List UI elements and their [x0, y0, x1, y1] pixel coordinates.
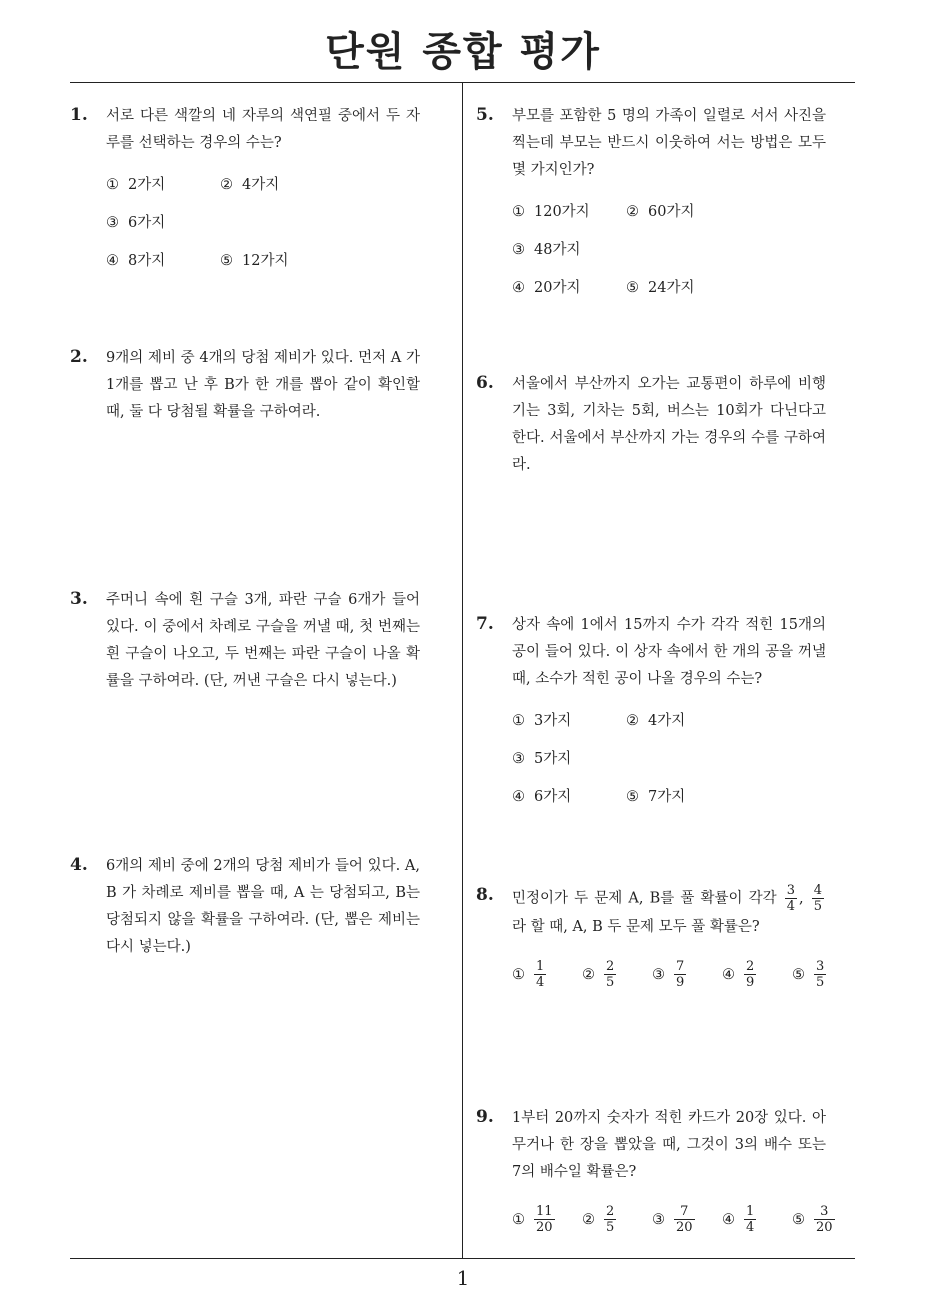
denominator: 5 — [813, 899, 822, 914]
fraction — [785, 883, 797, 914]
fraction — [814, 1204, 835, 1235]
question-6 — [476, 371, 826, 479]
fraction — [744, 959, 756, 990]
option-3[interactable] — [512, 238, 626, 276]
option-2[interactable] — [626, 200, 740, 238]
question-text: 1부터 20까지 숫자가 적힌 카드가 20장 있다. 아무거나 한 장을 뽑았을 때, 그것이 3의 배수 또는 7의 배수일 확률은? — [512, 1110, 826, 1180]
option-mark: ① — [512, 1211, 525, 1228]
question-1 — [70, 103, 420, 287]
question-number: 1. — [70, 105, 88, 125]
option-mark: ③ — [512, 751, 525, 767]
option-mark: ③ — [512, 242, 525, 258]
answer-options — [512, 959, 826, 990]
option-2[interactable] — [582, 959, 652, 990]
numerator: 3 — [816, 959, 825, 974]
question-text-part: 민정이가 두 문제 A, B를 풀 확률이 각각 — [512, 890, 777, 907]
option-mark: ① — [512, 204, 525, 220]
option-label: 48가지 — [534, 242, 581, 258]
question-number: 3. — [70, 589, 88, 609]
option-label: 60가지 — [648, 204, 695, 220]
numerator: 2 — [606, 959, 615, 974]
page-title: 단원 종합 평가 — [325, 29, 601, 75]
option-label: 6가지 — [128, 215, 166, 231]
option-mark: ② — [220, 177, 233, 193]
numerator: 4 — [813, 883, 822, 898]
denominator: 4 — [746, 1220, 755, 1235]
fraction — [534, 1204, 555, 1235]
denominator: 4 — [536, 975, 545, 990]
fraction — [604, 1204, 616, 1235]
numerator: 2 — [606, 1204, 615, 1219]
answer-options — [512, 200, 826, 314]
option-label: 2가지 — [128, 177, 166, 193]
option-label: 20가지 — [534, 280, 581, 296]
fraction — [814, 959, 826, 990]
numerator: 3 — [814, 1204, 835, 1220]
option-mark: ⑤ — [626, 280, 639, 296]
question-3 — [70, 587, 420, 695]
question-8 — [476, 883, 826, 990]
fraction — [674, 959, 686, 990]
option-4[interactable] — [106, 249, 220, 287]
question-number: 7. — [476, 614, 494, 634]
answer-options — [512, 709, 826, 823]
option-mark: ④ — [722, 1211, 735, 1228]
numerator: 1 — [536, 959, 545, 974]
fraction — [534, 959, 546, 990]
denominator: 20 — [676, 1220, 693, 1235]
option-mark: ③ — [106, 215, 119, 231]
denominator: 20 — [536, 1220, 553, 1235]
option-1[interactable] — [106, 173, 220, 211]
option-label: 120가지 — [534, 204, 590, 220]
page-number: 1 — [456, 1266, 470, 1290]
question-text: 부모를 포함한 5 명의 가족이 일렬로 서서 사진을 찍는데 부모는 반드시 이웃하여 서는 방법은 모두 몇 가지인가? — [512, 108, 826, 178]
option-mark: ② — [626, 713, 639, 729]
fraction — [812, 883, 824, 914]
option-label: 4가지 — [242, 177, 280, 193]
option-label: 3가지 — [534, 713, 572, 729]
option-5[interactable] — [220, 249, 334, 287]
option-mark: ④ — [512, 280, 525, 296]
denominator: 5 — [606, 1220, 615, 1235]
option-4[interactable] — [512, 785, 626, 823]
option-1[interactable] — [512, 200, 626, 238]
option-label: 12가지 — [242, 253, 289, 269]
option-2[interactable] — [220, 173, 334, 211]
answer-options — [512, 1204, 833, 1235]
question-text: 6개의 제비 중에 2개의 당첨 제비가 들어 있다. A, B 가 차례로 제비를 뽑을 때, A 는 당첨되고, B는 당첨되지 않을 확률을 구하여라. (단, 뽑은 제비는 다시 넣는다.) — [106, 858, 420, 955]
numerator: 7 — [676, 959, 685, 974]
denominator: 20 — [816, 1220, 833, 1235]
option-2[interactable] — [582, 1204, 652, 1235]
denominator: 9 — [676, 975, 685, 990]
numerator: 2 — [746, 959, 755, 974]
option-2[interactable] — [626, 709, 740, 747]
question-text: 서울에서 부산까지 오가는 교통편이 하루에 비행기는 3회, 기차는 5회, 버스는 10회가 다닌다고 한다. 서울에서 부산까지 가는 경우의 수를 구하여라. — [512, 376, 826, 473]
column-divider — [462, 82, 463, 1258]
option-mark: ① — [106, 177, 119, 193]
question-text-part: 라 할 때, A, B 두 문제 모두 풀 확률은? — [512, 919, 760, 935]
option-4[interactable] — [722, 1204, 792, 1235]
denominator: 4 — [786, 899, 795, 914]
option-4[interactable] — [722, 959, 792, 990]
option-5[interactable] — [792, 959, 862, 990]
option-mark: ⑤ — [792, 1211, 805, 1228]
option-label: 24가지 — [648, 280, 695, 296]
question-number: 2. — [70, 347, 88, 367]
option-3[interactable] — [652, 1204, 722, 1235]
option-5[interactable] — [626, 785, 740, 823]
option-label: 8가지 — [128, 253, 166, 269]
option-label: 6가지 — [534, 789, 572, 805]
option-label: 4가지 — [648, 713, 686, 729]
option-mark: ③ — [652, 1211, 665, 1228]
option-5[interactable] — [792, 1204, 862, 1235]
option-4[interactable] — [512, 276, 626, 314]
fraction — [604, 959, 616, 990]
option-mark: ⑤ — [626, 789, 639, 805]
question-5 — [476, 103, 826, 314]
option-3[interactable] — [106, 211, 220, 249]
question-number: 9. — [476, 1107, 494, 1127]
question-text — [512, 883, 826, 941]
numerator: 3 — [786, 883, 795, 898]
option-mark: ① — [512, 713, 525, 729]
answer-options — [106, 173, 420, 287]
option-mark: ④ — [512, 789, 525, 805]
question-number: 5. — [476, 105, 494, 125]
option-1[interactable] — [512, 1204, 582, 1235]
question-text: 9개의 제비 중 4개의 당첨 제비가 있다. 먼저 A 가 1개를 뽑고 난 후 B가 한 개를 뽑아 같이 확인할 때, 둘 다 당첨될 확률을 구하여라. — [106, 350, 420, 420]
option-mark: ⑤ — [220, 253, 233, 269]
question-text: 서로 다른 색깔의 네 자루의 색연필 중에서 두 자루를 선택하는 경우의 수는? — [106, 108, 420, 151]
denominator: 5 — [606, 975, 615, 990]
question-number: 4. — [70, 855, 88, 875]
option-1[interactable] — [512, 959, 582, 990]
option-mark: ② — [582, 1211, 595, 1228]
question-4 — [70, 853, 420, 961]
option-3[interactable] — [652, 959, 722, 990]
numerator: 11 — [536, 1204, 553, 1219]
option-label: 7가지 — [648, 789, 686, 805]
option-1[interactable] — [512, 709, 626, 747]
separator: , — [799, 890, 804, 907]
question-text: 주머니 속에 흰 구슬 3개, 파란 구슬 6개가 들어 있다. 이 중에서 차례로 구슬을 꺼낼 때, 첫 번째는 흰 구슬이 나오고, 두 번째는 파란 구슬이 나올 확률을 구하여라. (단, 꺼낸 구슬은 다시 넣는다.) — [106, 592, 420, 689]
numerator: 1 — [746, 1204, 755, 1219]
question-number: 6. — [476, 373, 494, 393]
fraction — [674, 1204, 695, 1235]
option-mark: ③ — [652, 966, 665, 983]
option-5[interactable] — [626, 276, 740, 314]
bottom-rule — [70, 1258, 855, 1259]
option-3[interactable] — [512, 747, 626, 785]
question-7 — [476, 612, 826, 823]
denominator: 9 — [746, 975, 755, 990]
numerator: 7 — [674, 1204, 695, 1220]
option-mark: ② — [582, 966, 595, 983]
question-number: 8. — [476, 885, 494, 905]
question-text: 상자 속에 1에서 15까지 수가 각각 적힌 15개의 공이 들어 있다. 이 상자 속에서 한 개의 공을 꺼낼 때, 소수가 적힌 공이 나올 경우의 수는? — [512, 617, 826, 687]
denominator: 5 — [816, 975, 825, 990]
question-2 — [70, 345, 420, 426]
option-mark: ④ — [722, 966, 735, 983]
option-mark: ① — [512, 966, 525, 983]
option-mark: ④ — [106, 253, 119, 269]
fraction — [744, 1204, 756, 1235]
option-label: 5가지 — [534, 751, 572, 767]
question-9 — [476, 1105, 833, 1235]
option-mark: ② — [626, 204, 639, 220]
option-mark: ⑤ — [792, 966, 805, 983]
